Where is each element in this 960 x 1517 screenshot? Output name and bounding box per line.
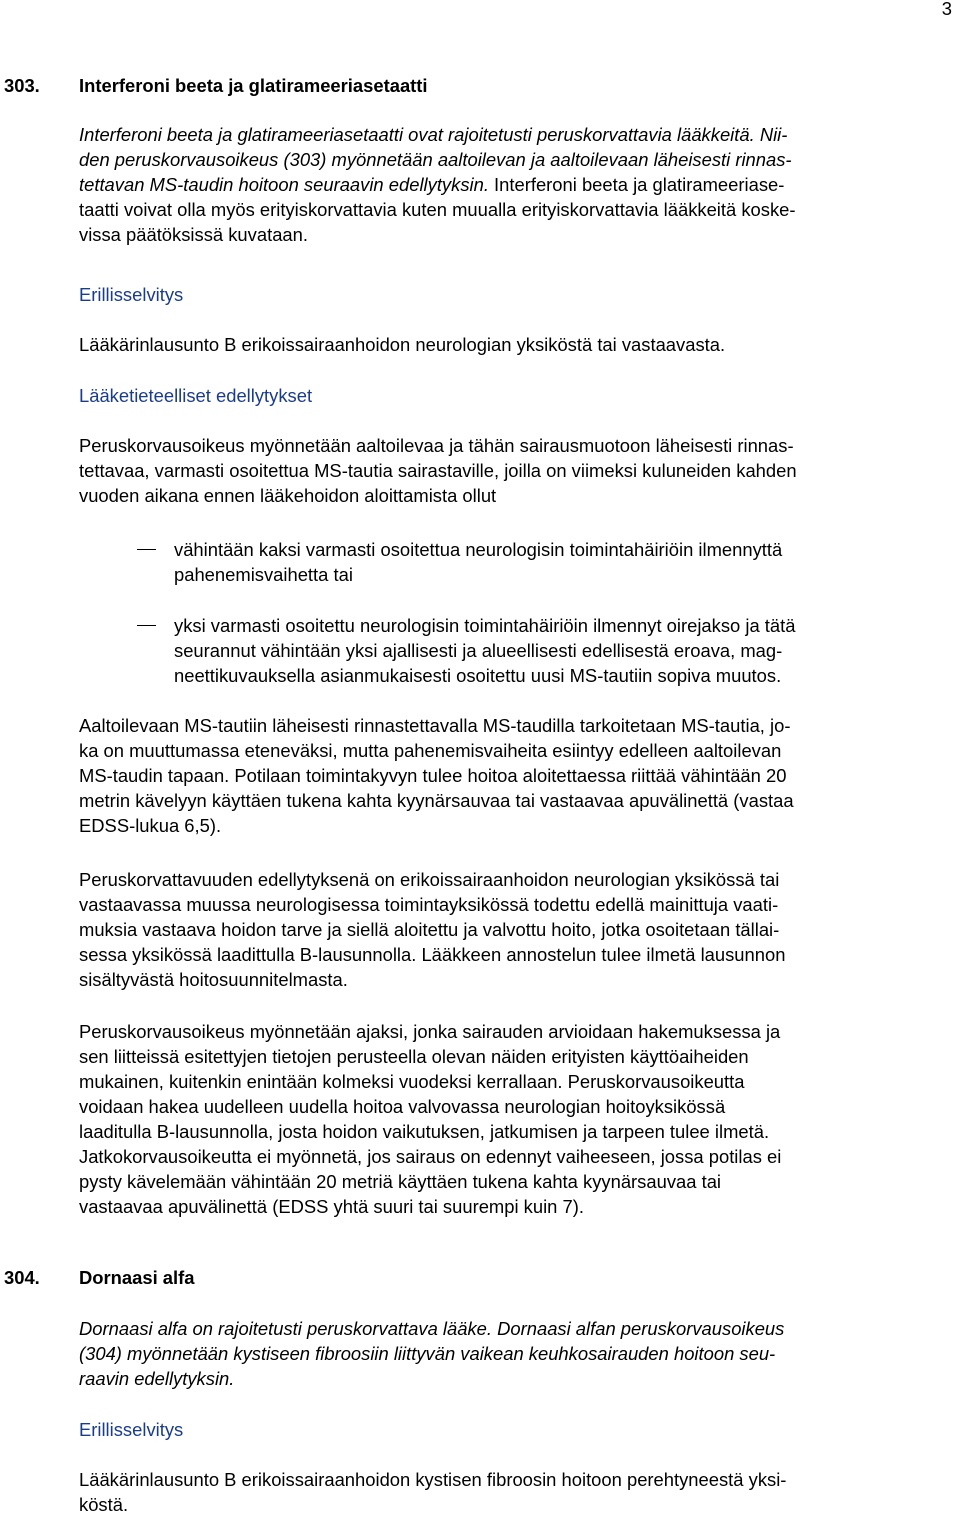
text-line: Peruskorvausoikeus myönnetään aaltoilevaa ja tähän sairausmuotoon läheisesti rinnas- <box>79 435 794 456</box>
section-number: 304. <box>4 1267 40 1288</box>
intro-line: (304) myönnetään kystiseen fibroosiin liittyvän vaikean keuhkosairauden hoitoon seu- <box>79 1343 776 1364</box>
text-line: metrin kävelyyn käyttäen tukena kahta kyynärsauvaa tai vastaavaa apuvälinettä (vastaa <box>79 790 794 811</box>
text-line: EDSS-lukua 6,5). <box>79 815 222 836</box>
text-line: yksi varmasti osoitettu neurologisin toimintahäiriöin ilmennyt oirejakso ja tätä <box>174 615 796 636</box>
section-303-intro <box>79 122 944 247</box>
paragraph <box>79 433 944 508</box>
text-line: Peruskorvattavuuden edellytyksenä on erikoissairaanhoidon neurologian yksikössä tai <box>79 869 780 890</box>
text-line: neettikuvauksella asianmukaisesti osoitettu uusi MS-tautiin sopiva muutos. <box>174 665 782 686</box>
intro-line: Interferoni beeta ja glatirameeriasetaatti ovat rajoitetusti peruskorvattavia lääkkeitä. Nii- <box>79 124 788 145</box>
erillisselvitys-heading: Erillisselvitys <box>79 1419 184 1440</box>
intro-line: Dornaasi alfa on rajoitetusti peruskorvattava lääke. Dornaasi alfan peruskorvausoikeus <box>79 1318 785 1339</box>
erillisselvitys-text <box>79 1467 944 1517</box>
intro-line: raavin edellytyksin. <box>79 1368 235 1389</box>
text-line: ka on muuttumassa eteneväksi, mutta pahenemisvaiheita esiintyy edelleen aaltoilevan <box>79 740 782 761</box>
intro-line: taatti voivat olla myös erityiskorvattavia kuten muualla erityiskorvattavia lääkkeitä koske- <box>79 199 796 220</box>
erillisselvitys-text: Lääkärinlausunto B erikoissairaanhoidon neurologian yksiköstä tai vastaavasta. <box>79 334 726 355</box>
text-line: pahenemisvaihetta tai <box>174 564 353 585</box>
text-line: mukainen, kuitenkin enintään kolmeksi vuodeksi kerrallaan. Peruskorvausoikeutta <box>79 1071 745 1092</box>
bullet-text <box>174 537 944 587</box>
text-line: sessa yksikössä laadittulla B-lausunnolla. Lääkkeen annostelun tulee ilmetä lausunnon <box>79 944 786 965</box>
text-line: Aaltoilevaan MS-tautiin läheisesti rinnastettavalla MS-taudilla tarkoitetaan MS-tautia, jo- <box>79 715 791 736</box>
text-line: vastaavassa muussa neurologisessa toimintayksikössä todettu edellä mainittuja vaati- <box>79 894 779 915</box>
page-number: 3 <box>941 0 952 19</box>
text-line: Lääkärinlausunto B erikoissairaanhoidon kystisen fibroosin hoitoon perehtyneestä yksi- <box>79 1469 787 1490</box>
intro-line: den peruskorvausoikeus (303) myönnetään aaltoilevan ja aaltoilevaan läheisesti rinnas- <box>79 149 792 170</box>
section-title: Dornaasi alfa <box>79 1267 195 1288</box>
dash-bullet-icon <box>137 549 156 550</box>
paragraph <box>79 867 944 992</box>
bullet-text <box>174 613 944 688</box>
intro-italic-part: tettavan MS-taudin hoitoon seuraavin edellytyksin. <box>79 174 489 195</box>
section-304-intro <box>79 1316 944 1391</box>
text-line: sisältyvästä hoitosuunnitelmasta. <box>79 969 348 990</box>
text-line: tettavaa, varmasti osoitettua MS-tautia sairastaville, joilla on viimeksi kuluneiden kahden <box>79 460 797 481</box>
text-line: Jatkokorvausoikeutta ei myönnetä, jos sairaus on edennyt vaiheeseen, jossa potilas ei <box>79 1146 782 1167</box>
intro-line: vissa päätöksissä kuvataan. <box>79 224 308 245</box>
intro-normal-part: Interferoni beeta ja glatirameeriase- <box>488 174 785 195</box>
text-line: pysty kävelemään vähintään 20 metriä käyttäen tukena kahta kyynärsauvaa tai <box>79 1171 722 1192</box>
text-line: voidaan hakea uudelleen uudella hoitoa valvovassa neurologian hoitoyksikössä <box>79 1096 726 1117</box>
text-line: vuoden aikana ennen lääkehoidon aloittamista ollut <box>79 485 497 506</box>
text-line: köstä. <box>79 1494 129 1515</box>
section-title: Interferoni beeta ja glatirameeriasetaatti <box>79 75 428 96</box>
text-line: muksia vastaava hoidon tarve ja siellä aloitettu ja valvottu hoito, jotka osoitetaan tällai- <box>79 919 780 940</box>
text-line: vastaavaa apuvälinettä (EDSS yhtä suuri tai suurempi kuin 7). <box>79 1196 584 1217</box>
intro-line <box>79 172 944 197</box>
text-line: seurannut vähintään yksi ajallisesti ja alueellisesti edellisestä eroava, mag- <box>174 640 783 661</box>
medical-requirements-heading: Lääketieteelliset edellytykset <box>79 385 313 406</box>
text-line: vähintään kaksi varmasti osoitettua neurologisin toimintahäiriöin ilmennyttä <box>174 539 783 560</box>
dash-bullet-icon <box>137 625 156 626</box>
text-line: MS-taudin tapaan. Potilaan toimintakyvyn tulee hoitoa aloitettaessa riittää vähintään 20 <box>79 765 787 786</box>
text-line: laaditulla B-lausunnolla, josta hoidon vaikutuksen, jatkumisen ja tarpeen tulee ilmetä. <box>79 1121 770 1142</box>
text-line: sen liitteissä esitettyjen tietojen perusteella olevan näiden erityisten käyttöaiheiden <box>79 1046 749 1067</box>
paragraph <box>79 1019 944 1219</box>
erillisselvitys-heading: Erillisselvitys <box>79 284 184 305</box>
paragraph <box>79 713 944 838</box>
text-line: Peruskorvausoikeus myönnetään ajaksi, jonka sairauden arvioidaan hakemuksessa ja <box>79 1021 781 1042</box>
section-number: 303. <box>4 75 40 96</box>
